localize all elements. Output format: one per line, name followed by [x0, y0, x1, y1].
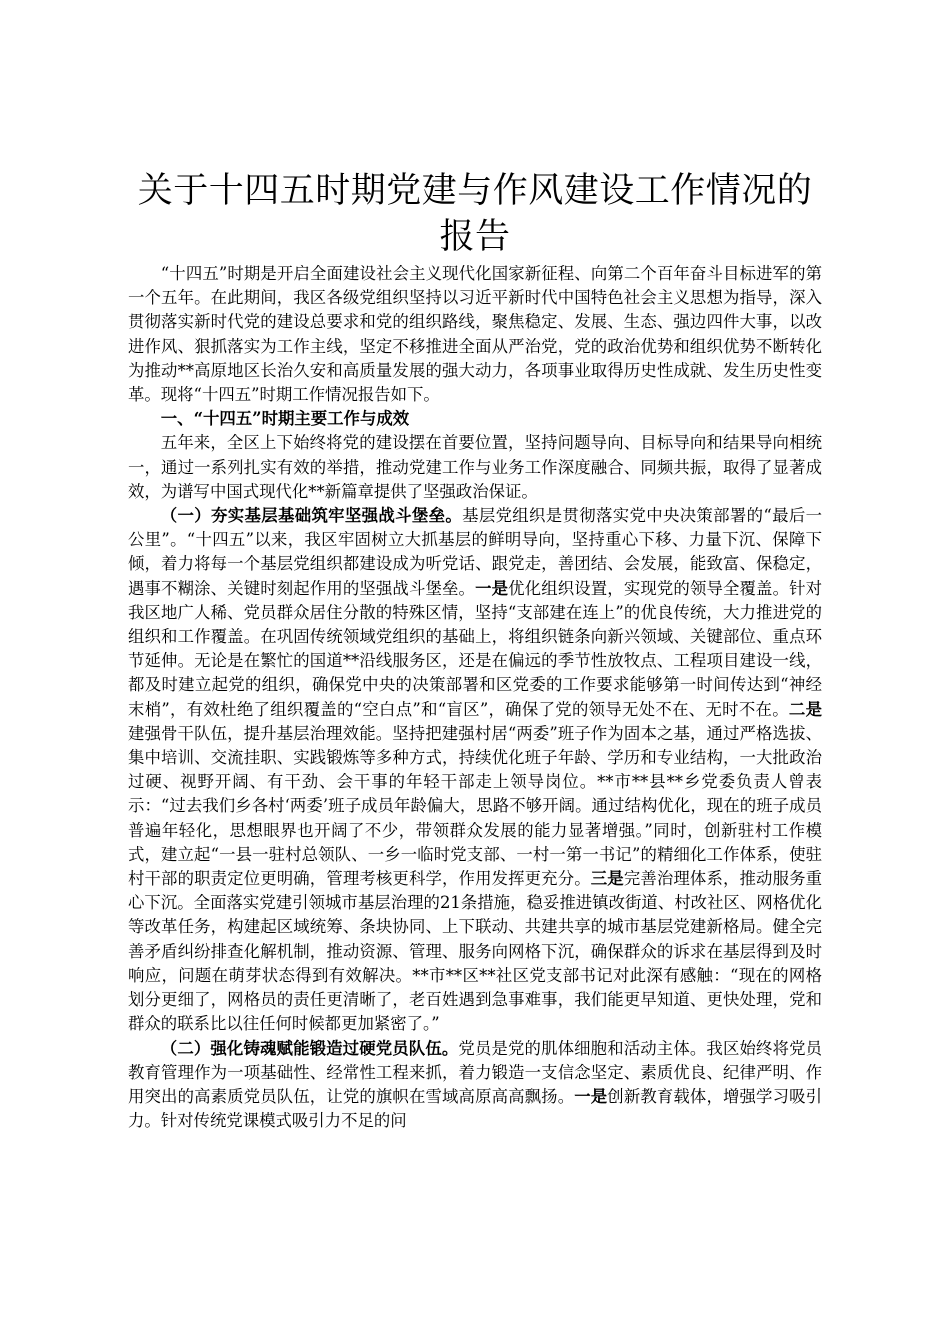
point-text: 创新教育载体，增强学习吸引力。针对传统党课模式吸引力不足的问	[128, 1086, 823, 1131]
subsection-2-lead: （二）强化铸魂赋能锻造过硬党员队伍。	[160, 1038, 459, 1058]
point-marker: 三是	[590, 869, 624, 889]
point-marker: 二是	[788, 699, 823, 719]
section-body-paragraph: 五年来，全区上下始终将党的建设摆在首要位置，坚持问题导向、目标导向和结果导向相统一，通过一系列扎实有效的举措，推动党建工作与业务工作深度融合、同频共振，取得了显著成效，为谱写中国式现代化**新篇章提供了坚强政治保证。	[128, 433, 822, 501]
intro-paragraph: “十四五”时期是开启全面建设社会主义现代化国家新征程、向第二个百年奋斗目标进军的第一个五年。在此期间，我区各级党组织坚持以习近平新时代中国特色社会主义思想为指导，深入贯彻落实新时代党的建设总要求和党的组织路线，聚焦稳定、发展、生态、强边四件大事，以改进作风、狠抓落实为工作主线，坚定不移推进全面从严治党，党的政治优势和组织优势不断转化为推动**高原地区长治久安和高质量发展的强大动力，各项事业取得历史性成就、发生历史性变革。现将“十四五”时期工作情况报告如下。	[128, 264, 822, 405]
subsection-1-text: 基层党组织是贯彻落实党中央决策部署的“最后一公里”。“十四五”以来，我区牢固树立大抓基层的鲜明导向，坚持重心下移、力量下沉、保障下倾，着力将每一个基层党组织都建设成为听党话、跟党走，善团结、会发展，能致富、保稳定，遇事不糊涂、关键时刻起作用的坚强战斗堡垒。	[128, 506, 822, 598]
section-heading: 一、“十四五”时期主要工作与成效	[160, 409, 410, 429]
subsection-2-text: 党员是党的肌体细胞和活动主体。我区始终将党员教育管理作为一项基础性、经常性工程来抓，着力锻造一支信念坚定、素质优良、纪律严明、作用突出的高素质党员队伍，让党的旗帜在雪域高原高高飘扬。	[128, 1038, 823, 1106]
subsection-1-lead: （一）夯实基层基础筑牢坚强战斗堡垒。	[160, 506, 463, 526]
point-text: 建强骨干队伍，提升基层治理效能。坚持把建强村居“两委”班子作为固本之基，通过严格选拔、集中培训、交流挂职、实践锻炼等多种方式，持续优化班子年龄、学历和专业结构，一大批政治过硬、视野开阔、有干劲、会干事的年轻干部走上领导岗位。**市**县**乡党委负责人曾表示：“过去我们乡各村‘两委’班子成员年龄偏大，思路不够开阔。通过结构优化，现在的班子成员普遍年轻化，思想眼界也开阔了不少，带领群众发展的能力显著增强。”同时，创新驻村工作模式，建立起“一县一驻村总领队、一乡一临时党支部、一村一第一书记”的精细化工作体系，使驻村干部的职责定位更明确，管理考核更科学，作用发挥更充分。	[128, 723, 822, 889]
point-text: 优化组织设置，实现党的领导全覆盖。针对我区地广人稀、党员群众居住分散的特殊区情，坚持“支部建在连上”的优良传统，大力推进党的组织和工作覆盖。在巩固传统领域党组织的基础上，将组织链条向新兴领域、关键部位、重点环节延伸。无论是在繁忙的国道**沿线服务区，还是在偏远的季节性放牧点、工程项目建设一线，都及时建立起党的组织，确保党中央的决策部署和区党委的工作要求能够第一时间传达到“神经末梢”，有效杜绝了组织覆盖的“空白点”和“盲区”，确保了党的领导无处不在、无时不在。	[128, 578, 823, 719]
point-marker: 一是	[574, 1086, 608, 1106]
document-title: 关于十四五时期党建与作风建设工作情况的报告	[137, 171, 813, 257]
point-text: 完善治理体系，推动服务重心下沉。全面落实党建引领城市基层治理的21条措施，稳妥推进镇改街道、村改社区、网格优化等改革任务，构建起区域统筹、条块协同、上下联动、共建共享的城市基层党建新格局。健全完善矛盾纠纷排查化解机制，推动资源、管理、服务向网格下沉，确保群众的诉求在基层得到及时响应，问题在萌芽状态得到有效解决。**市**区**社区党支部书记对此深有感触：“现在的网格划分更细了，网格员的责任更清晰了，老百姓遇到急事难事，我们能更早知道、更快处理，党和群众的联系比以往任何时候都更加紧密了。”	[128, 869, 823, 1034]
point-marker: 一是	[475, 578, 509, 598]
subsection-2-paragraph	[128, 1037, 822, 1134]
subsection-1-paragraph	[128, 504, 822, 1036]
